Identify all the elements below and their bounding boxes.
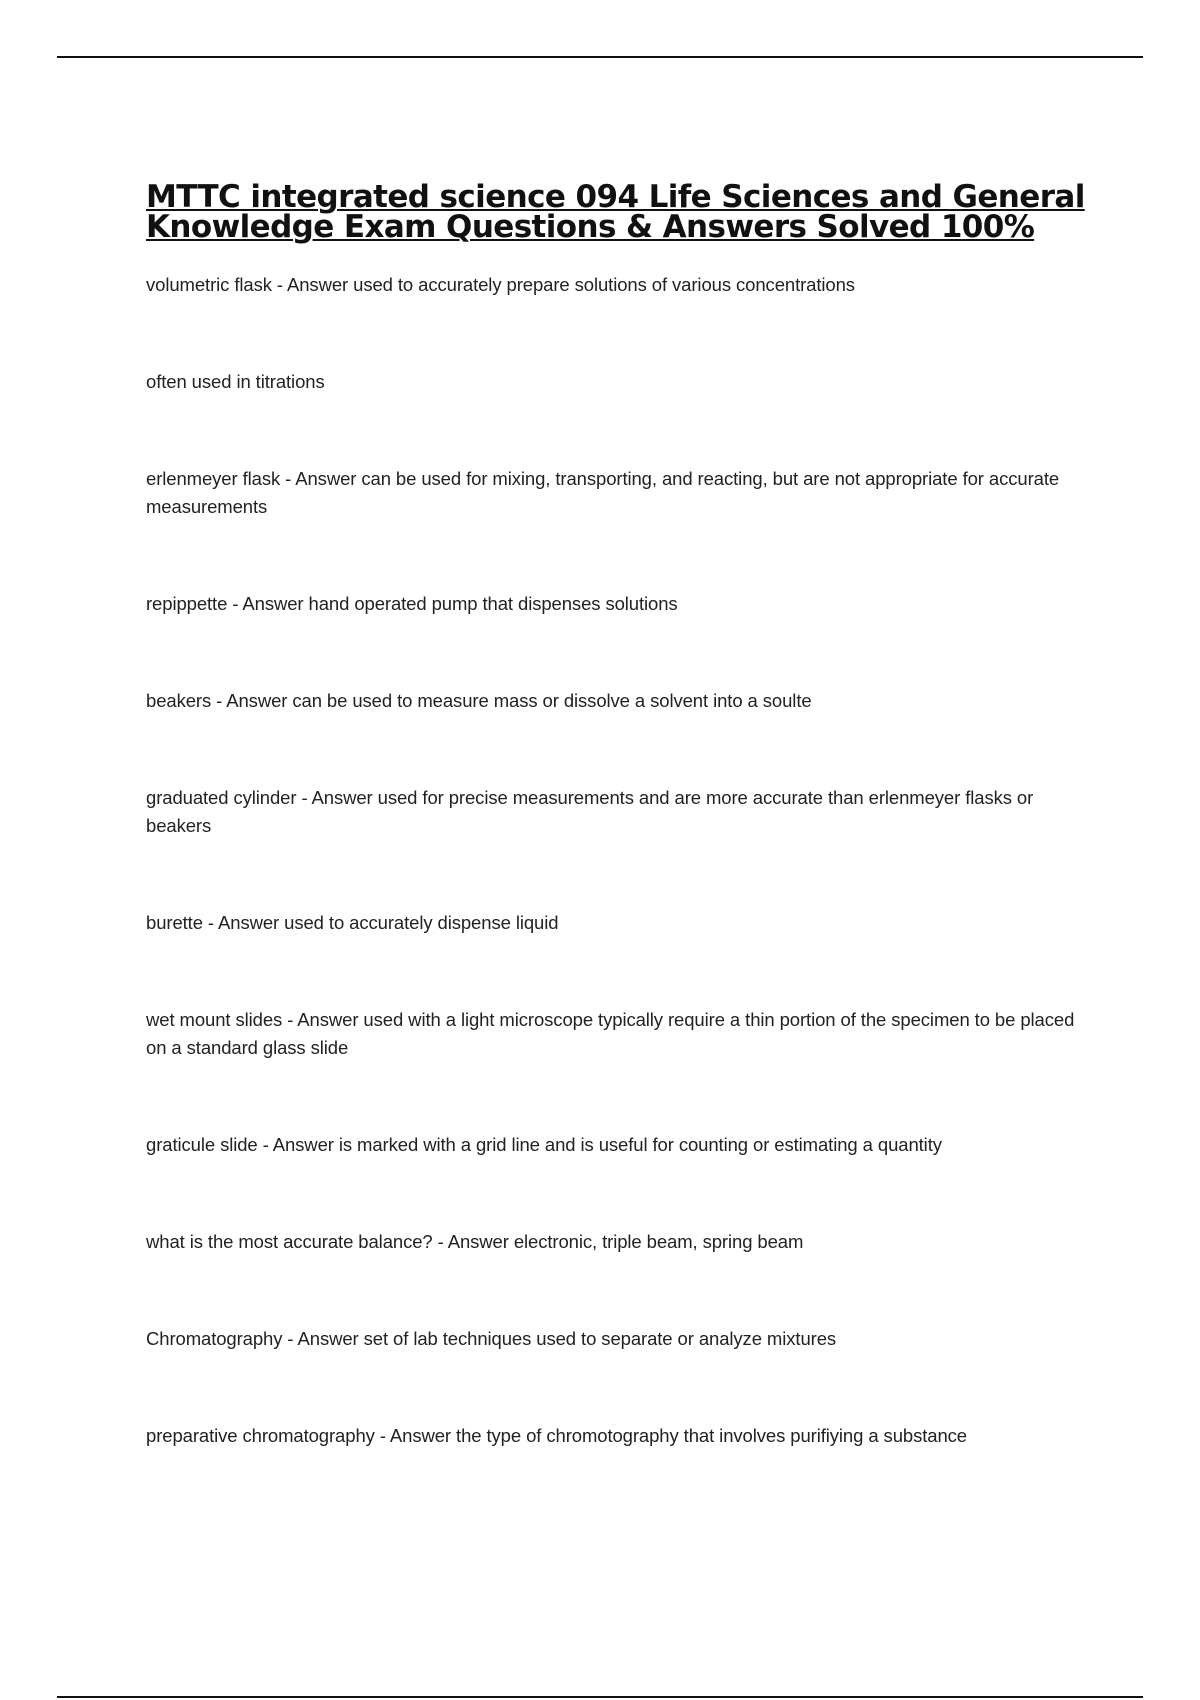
qa-entry: wet mount slides - Answer used with a light microscope typically require a thin portion of the specimen to be placed on a standard glass slide: [146, 1009, 1075, 1058]
qa-entry: often used in titrations: [146, 371, 325, 392]
qa-entry: erlenmeyer flask - Answer can be used for mixing, transporting, and reacting, but are not appropriate for accurate measurements: [146, 468, 1060, 517]
page-bottom-rule: [57, 1696, 1143, 1698]
qa-entry: what is the most accurate balance? - Answer electronic, triple beam, spring beam: [146, 1231, 804, 1252]
qa-entry: preparative chromatography - Answer the type of chromotography that involves purifiying a substance: [146, 1425, 967, 1446]
qa-entry: burette - Answer used to accurately dispense liquid: [146, 912, 559, 933]
qa-entry: volumetric flask - Answer used to accurately prepare solutions of various concentrations: [146, 274, 855, 295]
document-body: [146, 179, 1092, 1519]
qa-entry: repippette - Answer hand operated pump that dispenses solutions: [146, 593, 678, 614]
qa-entry: graticule slide - Answer is marked with a grid line and is useful for counting or estimating a quantity: [146, 1134, 942, 1155]
qa-entry: Chromatography - Answer set of lab techniques used to separate or analyze mixtures: [146, 1328, 837, 1349]
document-title: MTTC integrated science 094 Life Sciences and General Knowledge Exam Questions & Answers Solved 100%: [146, 179, 1085, 245]
qa-entry: graduated cylinder - Answer used for precise measurements and are more accurate than erlenmeyer flasks or beakers: [146, 787, 1034, 836]
qa-list: [146, 271, 1092, 1450]
page-top-rule: [57, 56, 1143, 58]
qa-entry: beakers - Answer can be used to measure mass or dissolve a solvent into a soulte: [146, 690, 812, 711]
